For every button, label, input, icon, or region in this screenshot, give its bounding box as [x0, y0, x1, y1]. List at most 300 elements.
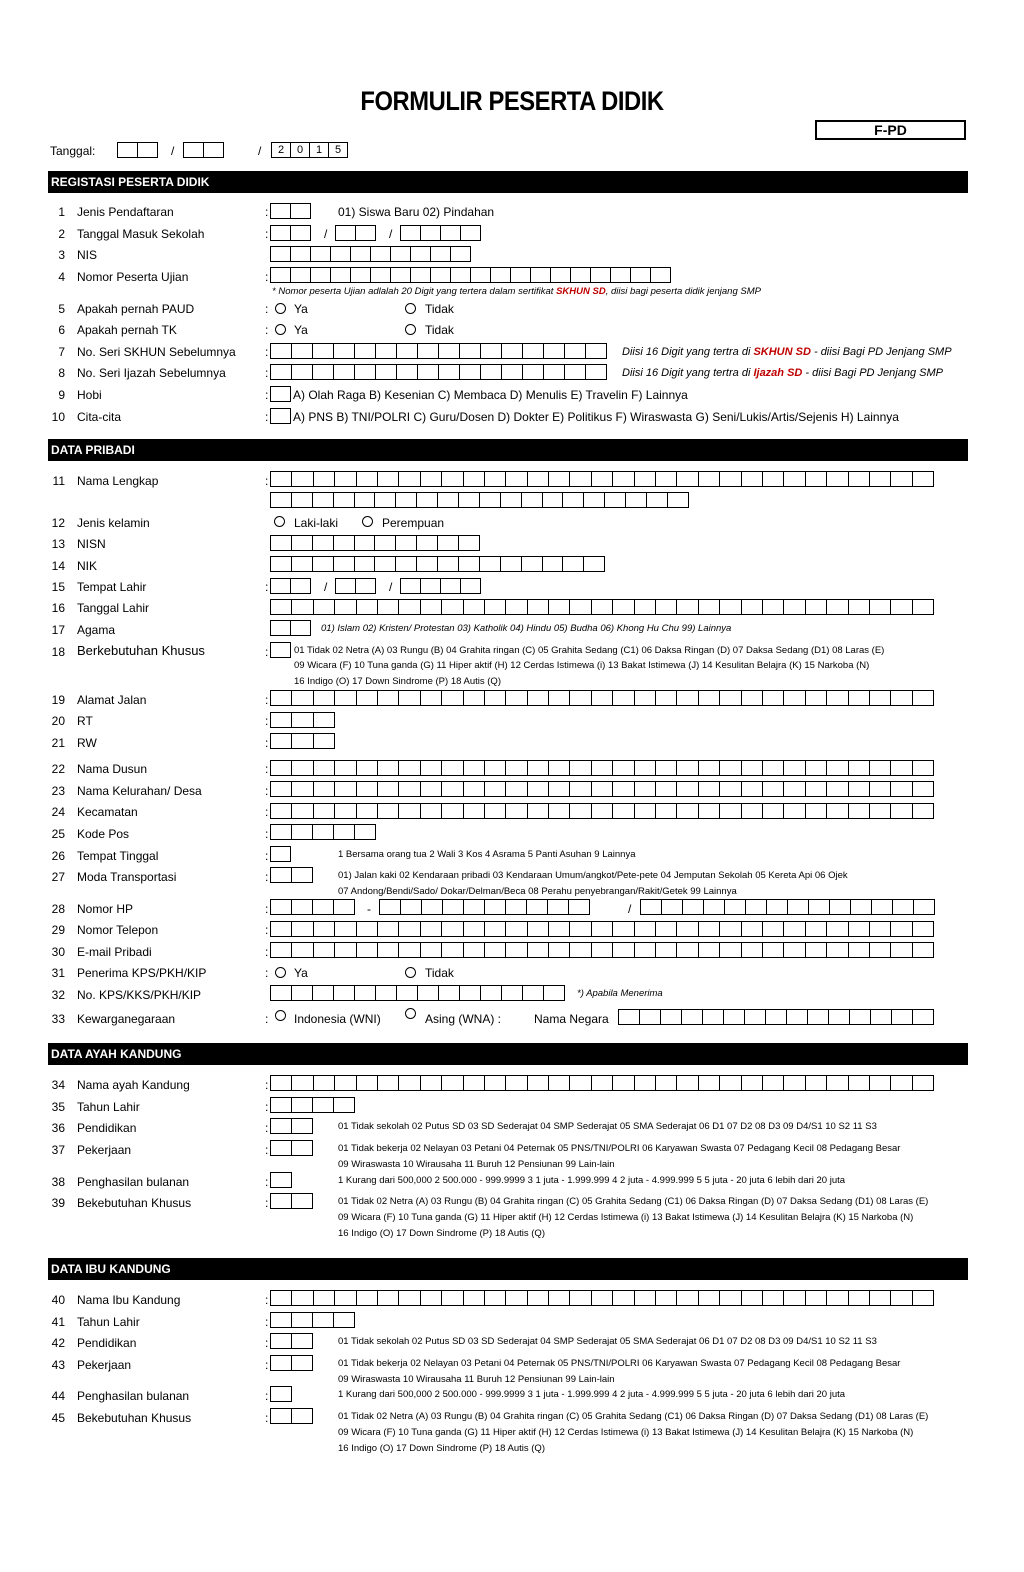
char-box[interactable] [569, 599, 591, 615]
char-box[interactable] [458, 556, 480, 572]
char-box[interactable] [396, 343, 418, 359]
tk-tidak-radio[interactable] [405, 324, 416, 335]
char-box[interactable] [527, 781, 549, 797]
char-box[interactable] [618, 1009, 640, 1025]
char-box[interactable] [334, 690, 356, 706]
char-box[interactable] [420, 760, 442, 776]
char-box[interactable] [441, 690, 463, 706]
char-box[interactable] [398, 921, 420, 937]
char-box[interactable] [547, 899, 569, 915]
char-box[interactable] [354, 492, 376, 508]
char-box[interactable] [521, 492, 543, 508]
char-box[interactable] [333, 824, 355, 840]
char-box[interactable] [676, 921, 698, 937]
char-box[interactable] [505, 1075, 527, 1091]
char-box[interactable] [334, 1290, 356, 1306]
char-box[interactable] [441, 942, 463, 958]
char-box[interactable] [291, 599, 313, 615]
cita-field[interactable] [270, 408, 290, 424]
char-box[interactable] [805, 599, 827, 615]
char-box[interactable] [137, 142, 158, 158]
char-box[interactable] [313, 1290, 335, 1306]
char-box[interactable] [270, 492, 292, 508]
char-box[interactable] [522, 343, 544, 359]
char-box[interactable] [591, 760, 613, 776]
bk-ayah-field[interactable] [270, 1193, 312, 1209]
char-box[interactable] [719, 781, 741, 797]
tanggal-lahir-field[interactable] [270, 599, 933, 615]
char-box[interactable] [741, 760, 763, 776]
char-box[interactable] [270, 1408, 292, 1424]
char-box[interactable] [891, 1009, 913, 1025]
char-box[interactable] [333, 535, 355, 551]
char-box[interactable] [438, 343, 460, 359]
char-box[interactable] [805, 760, 827, 776]
char-box[interactable] [805, 690, 827, 706]
char-box[interactable] [640, 899, 662, 915]
char-box[interactable] [312, 364, 334, 380]
char-box[interactable] [783, 781, 805, 797]
char-box[interactable] [374, 535, 396, 551]
char-box[interactable] [379, 899, 401, 915]
char-box[interactable] [698, 921, 720, 937]
char-box[interactable] [416, 492, 438, 508]
char-box[interactable] [548, 471, 570, 487]
char-box[interactable] [377, 599, 399, 615]
char-box[interactable] [568, 899, 590, 915]
char-box[interactable] [377, 803, 399, 819]
char-box[interactable] [787, 899, 809, 915]
char-box[interactable] [543, 985, 565, 1001]
char-box[interactable] [441, 921, 463, 937]
char-box[interactable] [312, 343, 334, 359]
char-box[interactable] [890, 471, 912, 487]
char-box[interactable] [869, 803, 891, 819]
char-box[interactable] [420, 1290, 442, 1306]
char-box[interactable] [370, 267, 391, 283]
char-box[interactable] [354, 364, 376, 380]
char-box[interactable] [527, 760, 549, 776]
char-box[interactable] [270, 712, 292, 728]
moda-field[interactable] [270, 867, 312, 883]
nama-lengkap-field-1[interactable] [270, 471, 933, 487]
char-box[interactable] [291, 690, 313, 706]
char-box[interactable] [356, 803, 378, 819]
char-box[interactable] [291, 867, 313, 883]
char-box[interactable] [312, 1312, 334, 1328]
char-box[interactable] [676, 942, 698, 958]
char-box[interactable] [270, 899, 292, 915]
tanggal-year-field[interactable] [271, 142, 347, 158]
char-box[interactable] [655, 1290, 677, 1306]
tk-ya-radio[interactable] [275, 324, 286, 335]
char-box[interactable] [783, 599, 805, 615]
char-box[interactable] [270, 642, 291, 658]
char-box[interactable] [562, 556, 584, 572]
char-box[interactable] [612, 1290, 634, 1306]
char-box[interactable] [719, 803, 741, 819]
char-box[interactable] [437, 535, 459, 551]
char-box[interactable] [377, 781, 399, 797]
char-box[interactable] [335, 225, 356, 241]
char-box[interactable] [460, 578, 481, 594]
char-box[interactable] [377, 1290, 399, 1306]
ijazah-field[interactable] [270, 364, 606, 380]
nama-lengkap-field-2[interactable] [270, 492, 688, 508]
char-box[interactable] [612, 803, 634, 819]
char-box[interactable] [610, 267, 631, 283]
char-box[interactable] [501, 343, 523, 359]
char-box[interactable] [463, 781, 485, 797]
char-box[interactable] [313, 599, 335, 615]
char-box[interactable] [548, 599, 570, 615]
char-box[interactable] [848, 760, 870, 776]
nomor-peserta-ujian-field[interactable] [270, 267, 670, 283]
char-box[interactable] [676, 781, 698, 797]
char-box[interactable] [676, 1075, 698, 1091]
char-box[interactable] [374, 556, 396, 572]
char-box[interactable] [480, 985, 502, 1001]
char-box[interactable] [290, 246, 311, 262]
char-box[interactable] [569, 1290, 591, 1306]
char-box[interactable] [500, 492, 522, 508]
char-box[interactable] [356, 781, 378, 797]
char-box[interactable] [912, 803, 934, 819]
char-box[interactable] [655, 471, 677, 487]
char-box[interactable] [807, 1009, 829, 1025]
char-box[interactable] [530, 267, 551, 283]
char-box[interactable] [441, 599, 463, 615]
char-box[interactable] [440, 225, 461, 241]
bk-ibu-field[interactable] [270, 1408, 312, 1424]
char-box[interactable] [548, 921, 570, 937]
char-box[interactable] [356, 471, 378, 487]
skhun-field[interactable] [270, 343, 606, 359]
char-box[interactable] [291, 1097, 313, 1113]
kps-ya-radio[interactable] [275, 967, 286, 978]
char-box[interactable] [291, 1355, 313, 1371]
char-box[interactable] [510, 267, 531, 283]
char-box[interactable] [569, 942, 591, 958]
char-box[interactable] [869, 471, 891, 487]
char-box[interactable] [333, 492, 355, 508]
char-box[interactable] [912, 760, 934, 776]
char-box[interactable] [505, 690, 527, 706]
tempat-tinggal-field[interactable] [270, 846, 290, 862]
char-box[interactable] [479, 556, 501, 572]
char-box[interactable] [548, 760, 570, 776]
char-box[interactable] [521, 556, 543, 572]
char-box[interactable] [333, 899, 355, 915]
char-box[interactable] [681, 1009, 703, 1025]
char-box[interactable] [390, 267, 411, 283]
char-box[interactable] [333, 364, 355, 380]
char-box[interactable] [354, 535, 376, 551]
tanggal-masuk-month-field[interactable] [335, 225, 375, 241]
char-box[interactable] [354, 985, 376, 1001]
char-box[interactable] [270, 343, 292, 359]
char-box[interactable] [270, 620, 291, 636]
char-box[interactable] [334, 921, 356, 937]
char-box[interactable] [334, 781, 356, 797]
char-box[interactable] [850, 899, 872, 915]
char-box[interactable] [591, 1290, 613, 1306]
char-box[interactable] [440, 578, 461, 594]
char-box[interactable] [290, 578, 311, 594]
char-box[interactable] [356, 690, 378, 706]
char-box[interactable] [569, 803, 591, 819]
char-box[interactable] [270, 846, 291, 862]
char-box[interactable] [458, 492, 480, 508]
char-box[interactable] [741, 599, 763, 615]
char-box[interactable] [463, 1075, 485, 1091]
paud-ya-radio[interactable] [275, 303, 286, 314]
char-box[interactable] [420, 690, 442, 706]
char-box[interactable] [459, 343, 481, 359]
char-box[interactable] [270, 203, 291, 219]
pendidikan-ayah-field[interactable] [270, 1118, 312, 1134]
char-box[interactable] [459, 364, 481, 380]
char-box[interactable] [724, 899, 746, 915]
char-box[interactable] [848, 690, 870, 706]
char-box[interactable] [484, 1290, 506, 1306]
char-box[interactable] [612, 921, 634, 937]
char-box[interactable] [354, 556, 376, 572]
char-box[interactable] [270, 471, 292, 487]
char-box[interactable] [808, 899, 830, 915]
char-box[interactable] [765, 1009, 787, 1025]
char-box[interactable] [463, 690, 485, 706]
char-box[interactable] [741, 942, 763, 958]
char-box[interactable] [869, 760, 891, 776]
char-box[interactable] [313, 921, 335, 937]
char-box[interactable] [313, 712, 335, 728]
char-box[interactable] [505, 760, 527, 776]
tahun-lahir-ibu-field[interactable] [270, 1312, 354, 1328]
char-box[interactable] [527, 921, 549, 937]
char-box[interactable] [270, 386, 291, 402]
char-box[interactable] [719, 942, 741, 958]
char-box[interactable] [655, 803, 677, 819]
char-box[interactable] [848, 1075, 870, 1091]
tanggal-month-field[interactable] [183, 142, 223, 158]
char-box[interactable] [270, 1097, 292, 1113]
char-box[interactable] [591, 942, 613, 958]
char-box[interactable] [270, 781, 292, 797]
char-box[interactable] [526, 899, 548, 915]
char-box[interactable] [330, 246, 351, 262]
hp-prefix-field[interactable] [270, 899, 354, 915]
char-box[interactable] [783, 1290, 805, 1306]
char-box[interactable] [484, 781, 506, 797]
tempat-lahir-field-3[interactable] [400, 578, 480, 594]
char-box[interactable] [826, 803, 848, 819]
char-box[interactable] [333, 985, 355, 1001]
char-box[interactable] [585, 343, 607, 359]
nisn-field[interactable] [270, 535, 479, 551]
char-box[interactable] [634, 781, 656, 797]
char-box[interactable] [490, 267, 511, 283]
char-box[interactable] [871, 899, 893, 915]
no-kps-field[interactable] [270, 985, 564, 1001]
char-box[interactable] [270, 246, 291, 262]
char-box[interactable] [869, 781, 891, 797]
char-box[interactable] [805, 921, 827, 937]
char-box[interactable] [591, 1075, 613, 1091]
char-box[interactable] [310, 267, 331, 283]
char-box[interactable] [395, 535, 417, 551]
char-box[interactable] [634, 803, 656, 819]
char-box[interactable] [698, 1290, 720, 1306]
char-box[interactable] [676, 599, 698, 615]
char-box[interactable] [270, 867, 292, 883]
char-box[interactable] [291, 899, 313, 915]
char-box[interactable] [410, 246, 431, 262]
char-box[interactable] [548, 781, 570, 797]
char-box[interactable] [333, 343, 355, 359]
char-box[interactable] [890, 921, 912, 937]
char-box[interactable] [655, 599, 677, 615]
char-box[interactable] [313, 733, 335, 749]
char-box[interactable] [417, 343, 439, 359]
char-box[interactable] [270, 535, 292, 551]
char-box[interactable] [270, 1290, 292, 1306]
char-box[interactable] [698, 1075, 720, 1091]
char-box[interactable] [542, 556, 564, 572]
char-box[interactable] [612, 942, 634, 958]
char-box[interactable] [741, 921, 763, 937]
char-box[interactable] [459, 985, 481, 1001]
char-box[interactable] [484, 1075, 506, 1091]
char-box[interactable] [766, 899, 788, 915]
laki-radio[interactable] [274, 516, 285, 527]
char-box[interactable] [912, 1290, 934, 1306]
char-box[interactable] [848, 471, 870, 487]
char-box[interactable] [646, 492, 668, 508]
char-box[interactable] [869, 1290, 891, 1306]
paud-tidak-radio[interactable] [405, 303, 416, 314]
char-box[interactable] [312, 556, 334, 572]
char-box[interactable] [890, 803, 912, 819]
char-box[interactable] [805, 471, 827, 487]
alamat-field[interactable] [270, 690, 933, 706]
char-box[interactable] [441, 803, 463, 819]
char-box[interactable] [312, 492, 334, 508]
char-box[interactable] [270, 824, 292, 840]
char-box[interactable] [612, 781, 634, 797]
char-box[interactable] [356, 1290, 378, 1306]
tempat-lahir-field-1[interactable] [270, 578, 310, 594]
char-box[interactable] [569, 760, 591, 776]
char-box[interactable] [829, 899, 851, 915]
char-box[interactable] [562, 492, 584, 508]
char-box[interactable] [667, 492, 689, 508]
char-box[interactable] [334, 760, 356, 776]
char-box[interactable] [550, 267, 571, 283]
char-box[interactable] [719, 690, 741, 706]
char-box[interactable] [826, 690, 848, 706]
char-box[interactable] [869, 1075, 891, 1091]
char-box[interactable] [826, 1290, 848, 1306]
char-box[interactable] [634, 942, 656, 958]
char-box[interactable] [334, 1075, 356, 1091]
char-box[interactable] [291, 1140, 313, 1156]
char-box[interactable] [354, 343, 376, 359]
char-box[interactable] [420, 578, 441, 594]
char-box[interactable] [333, 556, 355, 572]
char-box[interactable] [313, 781, 335, 797]
char-box[interactable] [313, 942, 335, 958]
char-box[interactable] [270, 1172, 292, 1188]
char-box[interactable] [848, 1290, 870, 1306]
char-box[interactable] [291, 985, 313, 1001]
char-box[interactable] [463, 599, 485, 615]
char-box[interactable] [869, 942, 891, 958]
char-box[interactable] [912, 471, 934, 487]
nis-field[interactable] [270, 246, 470, 262]
char-box[interactable] [591, 690, 613, 706]
char-box[interactable] [698, 942, 720, 958]
wni-radio[interactable] [275, 1010, 286, 1021]
char-box[interactable] [741, 781, 763, 797]
char-box[interactable] [291, 1312, 313, 1328]
char-box[interactable] [484, 760, 506, 776]
char-box[interactable] [270, 1140, 292, 1156]
char-box[interactable] [291, 824, 313, 840]
char-box[interactable] [805, 942, 827, 958]
char-box[interactable] [650, 267, 671, 283]
pekerjaan-ibu-field[interactable] [270, 1355, 312, 1371]
char-box[interactable] [438, 985, 460, 1001]
char-box[interactable] [312, 985, 334, 1001]
char-box[interactable] [442, 899, 464, 915]
agama-field[interactable] [270, 620, 310, 636]
char-box[interactable] [548, 690, 570, 706]
char-box[interactable] [527, 690, 549, 706]
char-box[interactable] [291, 535, 313, 551]
nama-ibu-field[interactable] [270, 1290, 933, 1306]
char-box[interactable] [416, 535, 438, 551]
char-box[interactable] [762, 803, 784, 819]
char-box[interactable] [390, 246, 411, 262]
char-box[interactable] [291, 556, 313, 572]
char-box[interactable] [484, 921, 506, 937]
char-box[interactable] [463, 1290, 485, 1306]
char-box[interactable] [527, 1075, 549, 1091]
char-box[interactable] [655, 781, 677, 797]
char-box[interactable] [330, 267, 351, 283]
char-box[interactable] [270, 578, 291, 594]
char-box[interactable] [400, 578, 421, 594]
char-box[interactable] [542, 492, 564, 508]
char-box[interactable] [312, 1097, 334, 1113]
char-box[interactable] [117, 142, 138, 158]
char-box[interactable] [505, 471, 527, 487]
char-box[interactable] [569, 1075, 591, 1091]
char-box[interactable] [400, 225, 421, 241]
char-box[interactable] [291, 712, 313, 728]
char-box[interactable] [421, 899, 443, 915]
char-box[interactable] [698, 760, 720, 776]
char-box[interactable] [783, 942, 805, 958]
char-box[interactable] [291, 492, 313, 508]
char-box[interactable] [870, 1009, 892, 1025]
char-box[interactable] [826, 1075, 848, 1091]
char-box[interactable] [890, 942, 912, 958]
char-box[interactable] [849, 1009, 871, 1025]
perempuan-radio[interactable] [362, 516, 373, 527]
char-box[interactable] [312, 535, 334, 551]
